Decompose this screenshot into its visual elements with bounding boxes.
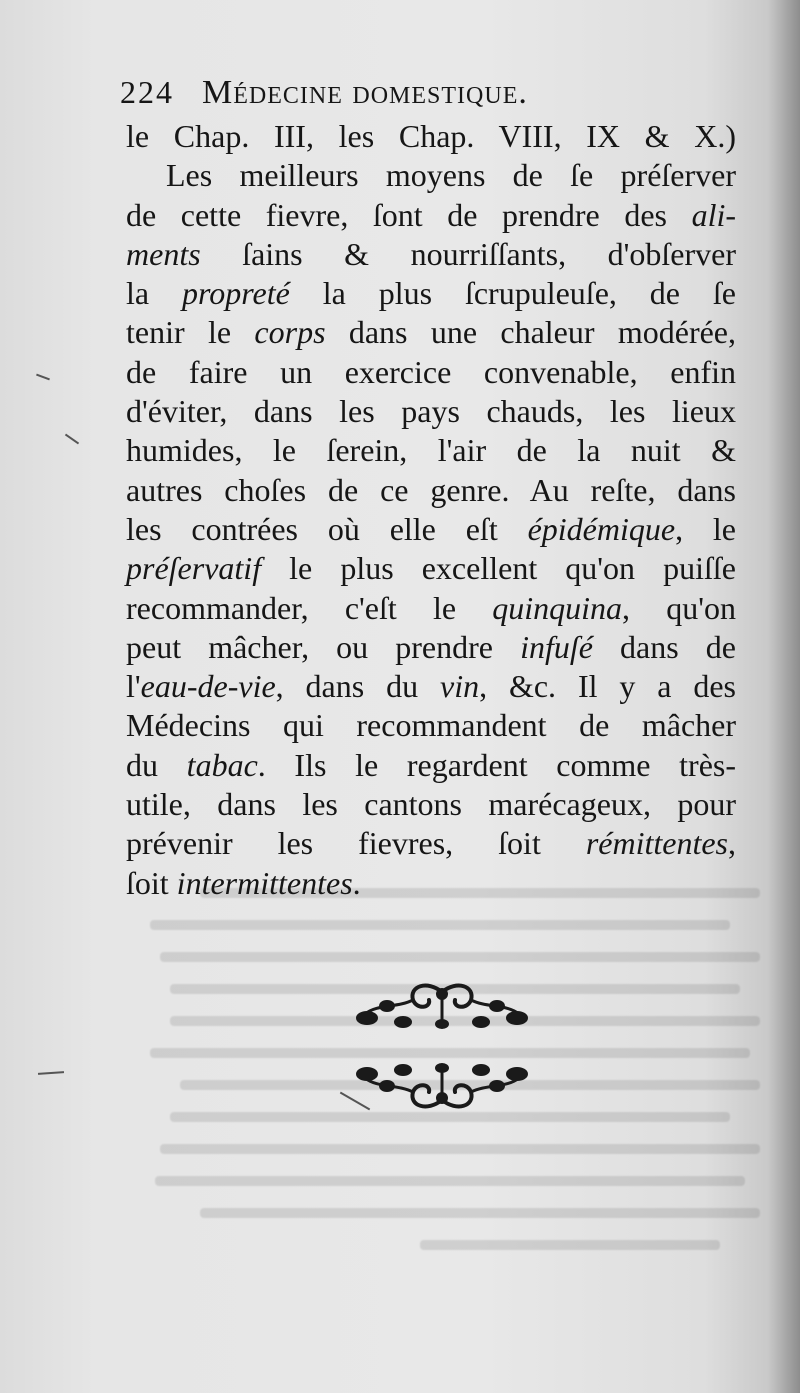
text-run: le plus excellent qu'on puiſſe: [261, 550, 736, 587]
text-line: [126, 589, 736, 628]
text-line: [126, 628, 736, 667]
text-line: [126, 510, 736, 549]
text-line: [126, 392, 736, 431]
text-run: Médecins qui recommandent de mâcher: [126, 707, 736, 744]
text-line: [126, 235, 736, 274]
italic-term: tabac: [186, 746, 258, 783]
italic-term: propreté: [182, 275, 290, 312]
page-header: [120, 74, 640, 118]
italic-term: vin: [439, 668, 480, 705]
text-run: de cette fievre, ſont de prendre des: [126, 196, 692, 233]
text-line: [126, 117, 736, 156]
text-run: . Ils le regardent comme très-: [257, 746, 737, 783]
italic-term: quinquina: [492, 589, 623, 626]
italic-term: préſervatif: [126, 550, 262, 587]
text-line: [126, 667, 736, 706]
italic-term: eau-de-vie: [140, 668, 276, 705]
text-run: , qu'on: [622, 589, 737, 626]
italic-term: infuſé: [520, 628, 593, 665]
text-run: la: [126, 275, 182, 312]
text-run: l': [126, 668, 141, 705]
margin-mark: [36, 374, 50, 381]
text-run: , le: [675, 510, 737, 547]
text-line: [126, 785, 736, 824]
text-run: Les meilleurs moyens de ſe préſerver: [166, 157, 736, 194]
text-line: [126, 274, 736, 313]
text-line: [126, 196, 736, 235]
body-text: [126, 117, 746, 903]
page-number: 224: [120, 74, 174, 110]
text-line: [126, 471, 736, 510]
text-run: ſoit: [126, 864, 177, 901]
text-line: [126, 353, 736, 392]
text-run: tenir le: [126, 314, 255, 351]
text-run: la plus ſcrupuleuſe, de ſe: [289, 275, 737, 312]
italic-term: rémittentes: [585, 825, 728, 862]
text-run: d'éviter, dans les pays chauds, les lieux: [126, 393, 736, 430]
text-run: recommander, c'eſt le: [126, 589, 493, 626]
text-run: autres choſes de ce genre. Au reſte, dans: [126, 471, 736, 508]
text-run: , dans du: [275, 668, 440, 705]
italic-term: ments: [126, 235, 201, 272]
text-run: dans une chaleur modérée,: [325, 314, 737, 351]
text-line: [126, 549, 736, 588]
text-run: prévenir les fievres, ſoit: [126, 825, 586, 862]
running-title: Médecine domestique.: [202, 74, 528, 111]
italic-term: corps: [254, 314, 326, 351]
italic-term: intermittentes: [176, 864, 353, 901]
text-line: [126, 746, 736, 785]
text-run: utile, dans les cantons marécageux, pour: [126, 786, 736, 823]
text-run: du: [126, 746, 187, 783]
text-run: les contrées où elle eſt: [126, 510, 528, 547]
text-run: ſains & nourriſſants, d'obſerver: [200, 235, 736, 272]
text-run: peut mâcher, ou prendre: [126, 628, 521, 665]
italic-term: ali-: [691, 196, 736, 233]
text-line: [126, 706, 736, 745]
margin-mark: [38, 1071, 64, 1075]
text-run: de faire un exercice convenable, enfin: [126, 353, 736, 390]
text-line: [126, 864, 736, 903]
text-run: dans de: [592, 628, 737, 665]
text-line: [126, 313, 736, 352]
text-run: , &c. Il y a des: [479, 668, 737, 705]
text-run: ,: [728, 825, 736, 862]
italic-term: épidémique: [527, 510, 676, 547]
text-line: [126, 431, 736, 470]
text-line: [126, 824, 736, 863]
margin-mark: [65, 434, 79, 445]
text-run: humides, le ſerein, l'air de la nuit &: [126, 432, 736, 469]
text-line: [126, 156, 736, 195]
floral-fleuron-icon: [347, 978, 537, 1114]
text-run: .: [352, 864, 361, 901]
text-run: le Chap. III, les Chap. VIII, IX & X.): [126, 118, 736, 154]
